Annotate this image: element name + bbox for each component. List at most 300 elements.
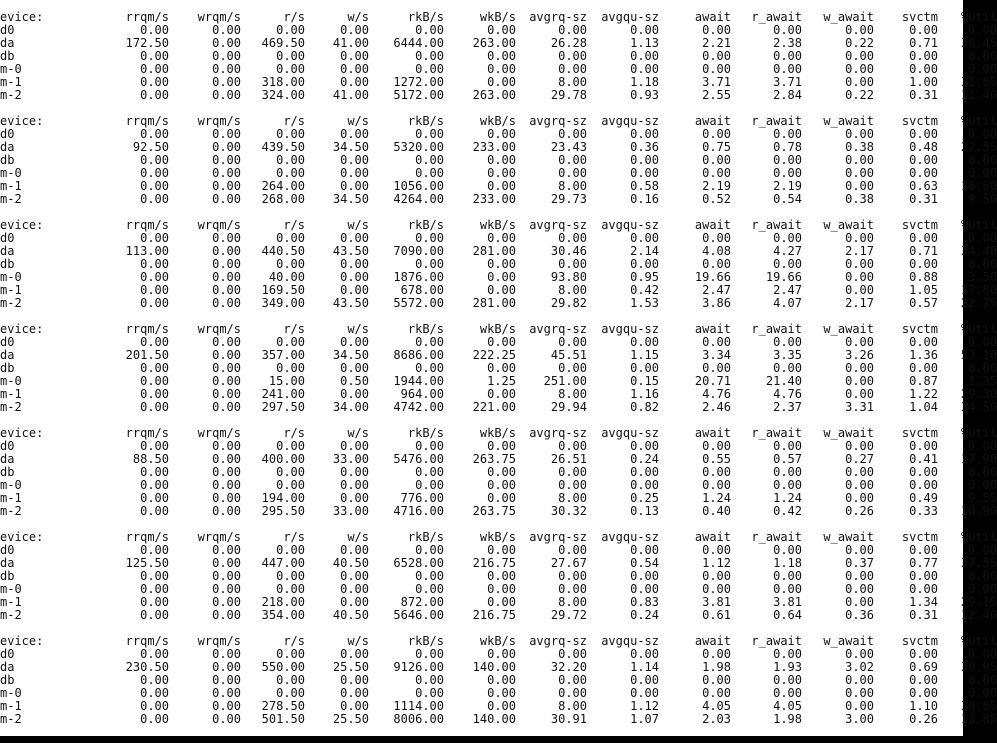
- stat-value: 0.00: [415, 361, 444, 375]
- stat-value: 0.00: [276, 49, 305, 63]
- stat-value: 0.00: [773, 153, 802, 167]
- stat-value: 0.00: [140, 647, 169, 661]
- stat-value: 0.00: [487, 595, 516, 609]
- stat-value: 324.00: [261, 88, 305, 102]
- stat-value: 0.00: [630, 478, 659, 492]
- stat-value: 0.00: [276, 62, 305, 76]
- stat-value: 251.00: [543, 374, 587, 388]
- column-header: avgrq-sz: [529, 322, 587, 336]
- stat-value: 2.47: [773, 283, 802, 297]
- column-header: w/s: [347, 322, 369, 336]
- device-name: m-2: [0, 88, 22, 102]
- stat-value: 172.50: [125, 36, 169, 50]
- stat-value: 0.00: [845, 374, 874, 388]
- stat-value: 0.00: [558, 673, 587, 687]
- column-header: svctm: [901, 10, 938, 24]
- stat-value: 0.00: [558, 49, 587, 63]
- stat-value: 0.00: [212, 36, 241, 50]
- column-header: w/s: [347, 114, 369, 128]
- column-header: rrqm/s: [125, 530, 169, 544]
- stat-value: 0.58: [630, 179, 659, 193]
- stat-value: 233.00: [472, 140, 516, 154]
- column-header: %util: [960, 426, 997, 440]
- stat-value: 0.00: [845, 23, 874, 37]
- stat-value: 0.82: [630, 400, 659, 414]
- stat-value: 0.00: [140, 361, 169, 375]
- stat-value: 2.55: [702, 88, 731, 102]
- stat-value: 0.31: [909, 88, 938, 102]
- stat-value: 0.00: [276, 127, 305, 141]
- column-header: svctm: [901, 114, 938, 128]
- stat-value: 0.00: [909, 478, 938, 492]
- stat-value: 0.00: [845, 465, 874, 479]
- column-header: w/s: [347, 530, 369, 544]
- stat-value: 0.00: [909, 686, 938, 700]
- stat-value: 0.00: [487, 75, 516, 89]
- stat-value: 0.00: [140, 127, 169, 141]
- stat-value: 0.00: [558, 361, 587, 375]
- stat-value: 2.19: [773, 179, 802, 193]
- stat-value: 19.66: [765, 270, 802, 284]
- stat-value: 0.00: [487, 569, 516, 583]
- stat-value: 1.14: [630, 660, 659, 674]
- column-header: r_await: [751, 634, 802, 648]
- stat-value: 0.49: [909, 491, 938, 505]
- column-header: r/s: [283, 634, 305, 648]
- stat-value: 0.57: [909, 296, 938, 310]
- stat-value: 9.55: [968, 491, 997, 505]
- stat-value: 0.00: [630, 569, 659, 583]
- stat-value: 0.00: [212, 23, 241, 37]
- stat-value: 0.00: [276, 439, 305, 453]
- stat-value: 0.00: [415, 569, 444, 583]
- column-header: w/s: [347, 426, 369, 440]
- stat-value: 0.00: [140, 257, 169, 271]
- stat-value: 0.31: [909, 192, 938, 206]
- iostat-report-block: [0, 10, 997, 115]
- stat-value: 0.00: [968, 582, 997, 596]
- stat-value: 1.18: [630, 75, 659, 89]
- stat-value: 0.00: [140, 231, 169, 245]
- column-header: await: [694, 114, 731, 128]
- stat-value: 0.00: [140, 88, 169, 102]
- stat-value: 0.00: [845, 569, 874, 583]
- column-header: r_await: [751, 10, 802, 24]
- stat-value: 0.00: [630, 465, 659, 479]
- stat-value: 0.00: [487, 491, 516, 505]
- column-header: avgrq-sz: [529, 10, 587, 24]
- device-name: db: [0, 569, 15, 583]
- column-header: r/s: [283, 426, 305, 440]
- column-header: wkB/s: [479, 634, 516, 648]
- stat-value: 1876.00: [393, 270, 444, 284]
- iostat-report-block: [0, 634, 997, 739]
- column-header: avgrq-sz: [529, 530, 587, 544]
- stat-value: 0.00: [558, 582, 587, 596]
- stat-value: 501.50: [261, 712, 305, 726]
- stat-value: 12.40: [960, 608, 997, 622]
- stat-value: 0.00: [415, 647, 444, 661]
- stat-value: 40.50: [332, 608, 369, 622]
- stat-value: 0.00: [276, 153, 305, 167]
- device-name: da: [0, 660, 15, 674]
- stat-value: 3.81: [702, 595, 731, 609]
- stat-value: 1.12: [630, 699, 659, 713]
- column-header: rrqm/s: [125, 218, 169, 232]
- stat-value: 0.36: [630, 140, 659, 154]
- stat-value: 0.00: [558, 439, 587, 453]
- stat-value: 0.69: [909, 660, 938, 674]
- device-name: d0: [0, 543, 15, 557]
- stat-value: 0.83: [630, 595, 659, 609]
- stat-value: 0.00: [558, 569, 587, 583]
- stat-value: 4.05: [773, 699, 802, 713]
- device-name: m-0: [0, 374, 22, 388]
- stat-value: 0.00: [140, 335, 169, 349]
- stat-value: 0.00: [212, 361, 241, 375]
- stat-value: 1056.00: [393, 179, 444, 193]
- stat-value: 0.55: [702, 452, 731, 466]
- stat-value: 3.35: [773, 348, 802, 362]
- stat-value: 3.50: [968, 270, 997, 284]
- iostat-output: [0, 10, 997, 739]
- device-name: m-0: [0, 62, 22, 76]
- stat-value: 0.00: [140, 23, 169, 37]
- stat-value: 29.15: [960, 595, 997, 609]
- stat-value: 31.65: [960, 75, 997, 89]
- stat-value: 0.00: [340, 686, 369, 700]
- stat-value: 0.00: [140, 712, 169, 726]
- stat-value: 2.14: [630, 244, 659, 258]
- stat-value: 1.13: [630, 36, 659, 50]
- stat-value: 1.36: [909, 348, 938, 362]
- stat-value: 25.50: [332, 712, 369, 726]
- stat-value: 0.00: [845, 283, 874, 297]
- stat-value: 0.16: [630, 192, 659, 206]
- device-name: d0: [0, 335, 15, 349]
- stat-value: 93.80: [550, 270, 587, 284]
- stat-value: 2.37: [773, 400, 802, 414]
- stat-value: 0.00: [212, 270, 241, 284]
- stat-value: 0.00: [340, 179, 369, 193]
- stat-value: 469.50: [261, 36, 305, 50]
- column-header: evice:: [0, 530, 44, 544]
- stat-value: 0.00: [845, 166, 874, 180]
- stat-value: 0.00: [340, 62, 369, 76]
- stat-value: 0.71: [909, 36, 938, 50]
- stat-value: 0.00: [845, 231, 874, 245]
- stat-value: 0.48: [909, 140, 938, 154]
- stat-value: 0.00: [968, 673, 997, 687]
- stat-value: 9.50: [968, 192, 997, 206]
- stat-value: 0.00: [845, 49, 874, 63]
- column-header: w_await: [823, 322, 874, 336]
- stat-value: 1.07: [630, 712, 659, 726]
- stat-value: 0.00: [909, 335, 938, 349]
- stat-value: 0.77: [909, 556, 938, 570]
- stat-value: 2.46: [702, 400, 731, 414]
- stat-value: 1.04: [909, 400, 938, 414]
- stat-value: 0.00: [773, 647, 802, 661]
- stat-value: 34.50: [960, 400, 997, 414]
- stat-value: 0.00: [276, 231, 305, 245]
- stat-value: 0.00: [909, 166, 938, 180]
- device-name: db: [0, 153, 15, 167]
- stat-value: 1944.00: [393, 374, 444, 388]
- stat-value: 0.00: [630, 23, 659, 37]
- stat-value: 0.00: [630, 257, 659, 271]
- stat-value: 2.84: [773, 88, 802, 102]
- column-header: rrqm/s: [125, 322, 169, 336]
- stat-value: 0.00: [968, 153, 997, 167]
- column-header: r_await: [751, 114, 802, 128]
- column-header: w_await: [823, 426, 874, 440]
- stat-value: 0.00: [212, 335, 241, 349]
- column-header: avgrq-sz: [529, 114, 587, 128]
- stat-value: 0.00: [340, 569, 369, 583]
- stat-value: 0.61: [702, 608, 731, 622]
- stat-value: 0.00: [340, 23, 369, 37]
- stat-value: 0.00: [276, 478, 305, 492]
- stat-value: 0.00: [968, 231, 997, 245]
- stat-value: 0.00: [487, 673, 516, 687]
- stat-value: 0.00: [140, 478, 169, 492]
- stat-value: 2.47: [702, 283, 731, 297]
- stat-value: 0.00: [212, 400, 241, 414]
- column-header: svctm: [901, 218, 938, 232]
- device-row: [0, 608, 997, 622]
- device-name: db: [0, 49, 15, 63]
- stat-value: 0.71: [909, 244, 938, 258]
- stat-value: 0.00: [340, 478, 369, 492]
- stat-value: 0.00: [845, 543, 874, 557]
- stat-value: 41.00: [332, 88, 369, 102]
- column-header: rkB/s: [407, 10, 444, 24]
- stat-value: 0.00: [630, 439, 659, 453]
- stat-value: 1.25: [487, 374, 516, 388]
- stat-value: 0.00: [212, 296, 241, 310]
- stat-value: 92.50: [132, 140, 169, 154]
- stat-value: 0.00: [558, 335, 587, 349]
- column-header: avgqu-sz: [601, 114, 659, 128]
- stat-value: 0.00: [487, 49, 516, 63]
- column-header: r/s: [283, 322, 305, 336]
- stat-value: 0.00: [487, 257, 516, 271]
- stat-value: 281.00: [472, 296, 516, 310]
- stat-value: 0.00: [630, 582, 659, 596]
- column-header: rkB/s: [407, 322, 444, 336]
- column-header: %util: [960, 218, 997, 232]
- stat-value: 0.22: [845, 36, 874, 50]
- stat-value: 0.00: [702, 257, 731, 271]
- column-header: w_await: [823, 10, 874, 24]
- stat-value: 0.00: [140, 270, 169, 284]
- stat-value: 1.53: [630, 296, 659, 310]
- stat-value: 0.00: [845, 127, 874, 141]
- stat-value: 0.63: [909, 179, 938, 193]
- device-row: [0, 712, 997, 726]
- stat-value: 1.34: [909, 595, 938, 609]
- stat-value: 263.00: [472, 88, 516, 102]
- stat-value: 4.76: [702, 387, 731, 401]
- stat-value: 0.00: [140, 491, 169, 505]
- stat-value: 0.00: [212, 608, 241, 622]
- stat-value: 440.50: [261, 244, 305, 258]
- stat-value: 1.22: [909, 387, 938, 401]
- stat-value: 0.00: [630, 673, 659, 687]
- column-header: r_await: [751, 218, 802, 232]
- stat-value: 1272.00: [393, 75, 444, 89]
- stat-value: 3.00: [845, 712, 874, 726]
- column-header: avgqu-sz: [601, 634, 659, 648]
- stat-value: 0.00: [140, 283, 169, 297]
- stat-value: 0.31: [909, 608, 938, 622]
- stat-value: 0.00: [276, 361, 305, 375]
- stat-value: 0.00: [702, 543, 731, 557]
- stat-value: 278.50: [261, 699, 305, 713]
- stat-value: 0.00: [702, 465, 731, 479]
- column-header: await: [694, 322, 731, 336]
- column-header: %util: [960, 634, 997, 648]
- stat-value: 0.00: [340, 335, 369, 349]
- stat-value: 5476.00: [393, 452, 444, 466]
- stat-value: 0.00: [340, 595, 369, 609]
- stat-value: 0.54: [773, 192, 802, 206]
- stat-value: 140.00: [472, 712, 516, 726]
- stat-value: 0.00: [276, 335, 305, 349]
- stat-value: 3.86: [702, 296, 731, 310]
- device-name: da: [0, 348, 15, 362]
- device-name: m-0: [0, 478, 22, 492]
- stat-value: 26.51: [550, 452, 587, 466]
- stat-value: 0.00: [968, 62, 997, 76]
- stat-value: 0.00: [212, 374, 241, 388]
- stat-value: 22.35: [960, 296, 997, 310]
- stat-value: 34.40: [960, 244, 997, 258]
- stat-value: 0.00: [773, 127, 802, 141]
- stat-value: 0.00: [212, 75, 241, 89]
- column-header: await: [694, 634, 731, 648]
- column-header: avgrq-sz: [529, 426, 587, 440]
- stat-value: 263.75: [472, 452, 516, 466]
- column-header: w_await: [823, 114, 874, 128]
- column-header: rkB/s: [407, 114, 444, 128]
- column-header: w/s: [347, 218, 369, 232]
- column-header: wrqm/s: [197, 530, 241, 544]
- stat-value: 0.00: [909, 465, 938, 479]
- stat-value: 0.00: [968, 478, 997, 492]
- stat-value: 0.00: [702, 23, 731, 37]
- stat-value: 169.50: [261, 283, 305, 297]
- stat-value: 0.42: [773, 504, 802, 518]
- stat-value: 0.00: [845, 270, 874, 284]
- stat-value: 0.00: [415, 439, 444, 453]
- stat-value: 0.00: [702, 166, 731, 180]
- stat-value: 30.32: [550, 504, 587, 518]
- column-header: r_await: [751, 426, 802, 440]
- stat-value: 0.00: [415, 49, 444, 63]
- stat-value: 9126.00: [393, 660, 444, 674]
- device-name: d0: [0, 647, 15, 661]
- stat-value: 1.93: [773, 660, 802, 674]
- stat-value: 0.00: [212, 348, 241, 362]
- stat-value: 0.00: [487, 387, 516, 401]
- stat-value: 0.00: [340, 166, 369, 180]
- stat-value: 0.00: [212, 465, 241, 479]
- stat-value: 0.00: [773, 478, 802, 492]
- stat-value: 4716.00: [393, 504, 444, 518]
- column-header: await: [694, 530, 731, 544]
- stat-value: 0.00: [702, 335, 731, 349]
- stat-value: 0.00: [773, 166, 802, 180]
- column-header: rkB/s: [407, 530, 444, 544]
- stat-value: 0.00: [909, 257, 938, 271]
- stat-value: 0.00: [415, 465, 444, 479]
- stat-value: 0.00: [212, 686, 241, 700]
- column-header: rkB/s: [407, 426, 444, 440]
- stat-value: 0.00: [909, 23, 938, 37]
- stat-value: 6528.00: [393, 556, 444, 570]
- stat-value: 0.00: [702, 361, 731, 375]
- device-name: d0: [0, 23, 15, 37]
- stat-value: 0.00: [702, 647, 731, 661]
- stat-value: 0.00: [212, 647, 241, 661]
- stat-value: 0.00: [909, 647, 938, 661]
- column-header: svctm: [901, 426, 938, 440]
- stat-value: 21.40: [765, 374, 802, 388]
- stat-value: 0.37: [845, 556, 874, 570]
- stat-value: 0.00: [773, 686, 802, 700]
- stat-value: 0.25: [630, 491, 659, 505]
- stat-value: 0.00: [340, 361, 369, 375]
- stat-value: 15.00: [268, 374, 305, 388]
- device-name: da: [0, 556, 15, 570]
- stat-value: 0.00: [340, 439, 369, 453]
- stat-value: 281.00: [472, 244, 516, 258]
- stat-value: 0.00: [340, 257, 369, 271]
- stat-value: 0.00: [415, 23, 444, 37]
- stat-value: 0.00: [845, 361, 874, 375]
- device-name: m-2: [0, 504, 22, 518]
- stat-value: 8.00: [558, 179, 587, 193]
- iostat-report-block: [0, 530, 997, 635]
- device-name: m-1: [0, 595, 22, 609]
- stat-value: 0.00: [276, 686, 305, 700]
- stat-value: 0.13: [630, 504, 659, 518]
- stat-value: 0.00: [212, 699, 241, 713]
- device-name: m-0: [0, 686, 22, 700]
- stat-value: 0.00: [487, 153, 516, 167]
- device-name: m-2: [0, 296, 22, 310]
- stat-value: 0.00: [773, 257, 802, 271]
- stat-value: 0.00: [630, 127, 659, 141]
- device-name: db: [0, 361, 15, 375]
- stat-value: 0.00: [968, 647, 997, 661]
- stat-value: 8.00: [558, 491, 587, 505]
- stat-value: 0.00: [558, 153, 587, 167]
- stat-value: 354.00: [261, 608, 305, 622]
- device-name: m-1: [0, 75, 22, 89]
- stat-value: 776.00: [400, 491, 444, 505]
- stat-value: 0.00: [630, 647, 659, 661]
- stat-value: 0.00: [630, 153, 659, 167]
- column-header: w_await: [823, 634, 874, 648]
- stat-value: 0.00: [558, 465, 587, 479]
- iostat-report-block: [0, 322, 997, 427]
- stat-value: 0.00: [968, 335, 997, 349]
- stat-value: 8.00: [558, 387, 587, 401]
- column-header: r/s: [283, 10, 305, 24]
